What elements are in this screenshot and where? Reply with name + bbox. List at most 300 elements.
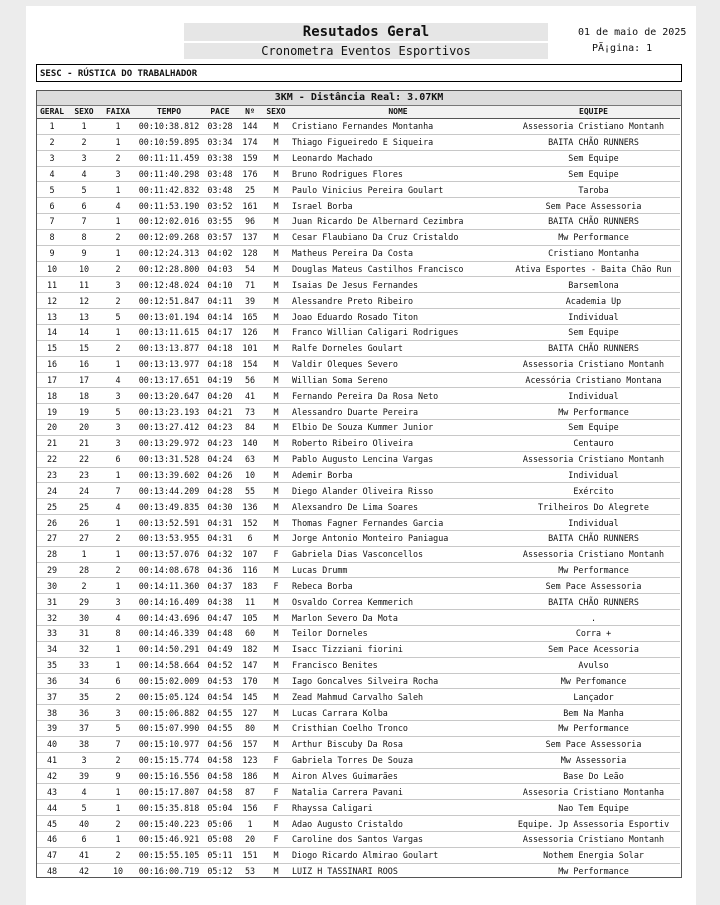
cell-sexo: M — [263, 182, 289, 198]
cell-sexo-rank: 16 — [67, 356, 101, 372]
cell-equipe: Mw Performance — [507, 721, 680, 737]
cell-faixa: 6 — [101, 451, 135, 467]
table-row — [37, 515, 680, 531]
cell-faixa: 2 — [101, 752, 135, 768]
cell-tempo: 00:12:24.313 — [135, 245, 203, 261]
table-row — [37, 293, 680, 309]
cell-faixa: 1 — [101, 578, 135, 594]
cell-faixa: 4 — [101, 499, 135, 515]
cell-sexo: M — [263, 309, 289, 325]
cell-equipe: Acessória Cristiano Montana — [507, 372, 680, 388]
cell-tempo: 00:11:53.190 — [135, 198, 203, 214]
cell-nome: Cristiano Fernandes Montanha — [289, 119, 507, 135]
table-row — [37, 420, 680, 436]
cell-nome: Arthur Biscuby Da Rosa — [289, 736, 507, 752]
cell-pace: 05:12 — [203, 863, 237, 878]
cell-equipe: Mw Performance — [507, 863, 680, 878]
table-row — [37, 768, 680, 784]
cell-pace: 04:58 — [203, 752, 237, 768]
cell-numero: 63 — [237, 451, 263, 467]
cell-numero: 101 — [237, 340, 263, 356]
table-row — [37, 324, 680, 340]
cell-nome: Roberto Ribeiro Oliveira — [289, 435, 507, 451]
table-row — [37, 800, 680, 816]
cell-sexo-rank: 2 — [67, 134, 101, 150]
cell-nome: Adao Augusto Cristaldo — [289, 816, 507, 832]
table-row — [37, 245, 680, 261]
cell-numero: 157 — [237, 736, 263, 752]
cell-pace: 04:31 — [203, 530, 237, 546]
cell-equipe: Assessoria Cristiano Montanh — [507, 451, 680, 467]
cell-equipe: Barsemlona — [507, 277, 680, 293]
table-row — [37, 134, 680, 150]
cell-nome: Gabriela Dias Vasconcellos — [289, 546, 507, 562]
cell-geral: 10 — [37, 261, 67, 277]
cell-pace: 04:10 — [203, 277, 237, 293]
cell-pace: 04:23 — [203, 435, 237, 451]
cell-tempo: 00:13:11.615 — [135, 324, 203, 340]
cell-sexo-rank: 21 — [67, 435, 101, 451]
cell-equipe: BAITA CHÃO RUNNERS — [507, 594, 680, 610]
cell-tempo: 00:13:13.877 — [135, 340, 203, 356]
cell-sexo: M — [263, 562, 289, 578]
cell-sexo-rank: 4 — [67, 166, 101, 182]
table-row — [37, 530, 680, 546]
cell-geral: 17 — [37, 372, 67, 388]
cell-numero: 183 — [237, 578, 263, 594]
cell-pace: 03:34 — [203, 134, 237, 150]
cell-geral: 27 — [37, 530, 67, 546]
cell-pace: 04:47 — [203, 610, 237, 626]
cell-sexo-rank: 37 — [67, 721, 101, 737]
cell-sexo-rank: 35 — [67, 689, 101, 705]
cell-geral: 48 — [37, 863, 67, 878]
cell-nome: Alessandre Preto Ribeiro — [289, 293, 507, 309]
cell-sexo: M — [263, 229, 289, 245]
cell-geral: 40 — [37, 736, 67, 752]
cell-numero: 170 — [237, 673, 263, 689]
table-row — [37, 166, 680, 182]
cell-equipe: Sem Equipe — [507, 420, 680, 436]
cell-nome: Douglas Mateus Castilhos Francisco — [289, 261, 507, 277]
cell-geral: 24 — [37, 483, 67, 499]
cell-faixa: 9 — [101, 768, 135, 784]
cell-sexo: M — [263, 721, 289, 737]
cell-tempo: 00:16:00.719 — [135, 863, 203, 878]
cell-tempo: 00:15:35.818 — [135, 800, 203, 816]
cell-geral: 37 — [37, 689, 67, 705]
table-row — [37, 435, 680, 451]
cell-equipe: Mw Performance — [507, 229, 680, 245]
cell-geral: 29 — [37, 562, 67, 578]
cell-sexo-rank: 12 — [67, 293, 101, 309]
cell-pace: 04:23 — [203, 420, 237, 436]
cell-faixa: 5 — [101, 404, 135, 420]
cell-nome: Teilor Dorneles — [289, 626, 507, 642]
cell-tempo: 00:15:07.990 — [135, 721, 203, 737]
cell-geral: 13 — [37, 309, 67, 325]
cell-geral: 3 — [37, 150, 67, 166]
cell-tempo: 00:15:02.009 — [135, 673, 203, 689]
cell-faixa: 2 — [101, 293, 135, 309]
cell-geral: 42 — [37, 768, 67, 784]
cell-pace: 04:58 — [203, 784, 237, 800]
cell-pace: 04:37 — [203, 578, 237, 594]
cell-geral: 34 — [37, 641, 67, 657]
cell-sexo: M — [263, 245, 289, 261]
cell-pace: 03:48 — [203, 182, 237, 198]
table-row — [37, 214, 680, 230]
cell-sexo-rank: 2 — [67, 578, 101, 594]
cell-nome: Thomas Fagner Fernandes Garcia — [289, 515, 507, 531]
cell-tempo: 00:10:38.812 — [135, 119, 203, 135]
cell-numero: 156 — [237, 800, 263, 816]
cell-pace: 04:48 — [203, 626, 237, 642]
cell-pace: 04:18 — [203, 356, 237, 372]
cell-nome: Matheus Pereira Da Costa — [289, 245, 507, 261]
cell-pace: 03:55 — [203, 214, 237, 230]
cell-equipe: BAITA CHÃO RUNNERS — [507, 530, 680, 546]
cell-pace: 04:56 — [203, 736, 237, 752]
cell-nome: Juan Ricardo De Albernard Cezimbra — [289, 214, 507, 230]
cell-pace: 05:06 — [203, 816, 237, 832]
col-sexo: SEXO — [263, 106, 289, 119]
cell-sexo: M — [263, 356, 289, 372]
table-row — [37, 451, 680, 467]
cell-geral: 33 — [37, 626, 67, 642]
cell-equipe: Sem Pace Assessoria — [507, 198, 680, 214]
cell-nome: Willian Soma Sereno — [289, 372, 507, 388]
cell-sexo: M — [263, 515, 289, 531]
cell-tempo: 00:14:16.409 — [135, 594, 203, 610]
cell-pace: 03:52 — [203, 198, 237, 214]
cell-sexo-rank: 41 — [67, 847, 101, 863]
col-pace: PACE — [203, 106, 237, 119]
cell-sexo: M — [263, 166, 289, 182]
cell-numero: 55 — [237, 483, 263, 499]
cell-geral: 23 — [37, 467, 67, 483]
cell-equipe: Corra + — [507, 626, 680, 642]
cell-pace: 04:53 — [203, 673, 237, 689]
cell-numero: 84 — [237, 420, 263, 436]
cell-numero: 71 — [237, 277, 263, 293]
table-row — [37, 831, 680, 847]
cell-faixa: 1 — [101, 546, 135, 562]
cell-sexo-rank: 3 — [67, 150, 101, 166]
cell-sexo: F — [263, 546, 289, 562]
cell-sexo-rank: 3 — [67, 752, 101, 768]
cell-sexo-rank: 42 — [67, 863, 101, 878]
page-number: PÃ¡gina: 1 — [592, 43, 653, 54]
cell-tempo: 00:15:15.774 — [135, 752, 203, 768]
cell-numero: 137 — [237, 229, 263, 245]
cell-sexo: M — [263, 467, 289, 483]
cell-nome: Zead Mahmud Carvalho Saleh — [289, 689, 507, 705]
cell-nome: Ralfe Dorneles Goulart — [289, 340, 507, 356]
cell-geral: 44 — [37, 800, 67, 816]
table-row — [37, 467, 680, 483]
cell-pace: 04:28 — [203, 483, 237, 499]
event-name: SESC - RÚSTICA DO TRABALHADOR — [36, 64, 682, 82]
report-date: 01 de maio de 2025 — [578, 27, 687, 38]
cell-faixa: 3 — [101, 166, 135, 182]
cell-sexo-rank: 28 — [67, 562, 101, 578]
cell-numero: 186 — [237, 768, 263, 784]
cell-sexo-rank: 4 — [67, 784, 101, 800]
cell-tempo: 00:15:46.921 — [135, 831, 203, 847]
table-row — [37, 847, 680, 863]
cell-tempo: 00:12:02.016 — [135, 214, 203, 230]
cell-sexo: M — [263, 610, 289, 626]
cell-sexo-rank: 20 — [67, 420, 101, 436]
table-row — [37, 721, 680, 737]
cell-geral: 1 — [37, 119, 67, 135]
cell-tempo: 00:14:08.678 — [135, 562, 203, 578]
cell-numero: 107 — [237, 546, 263, 562]
cell-equipe: Mw Perfomance — [507, 673, 680, 689]
cell-pace: 04:38 — [203, 594, 237, 610]
table-row — [37, 388, 680, 404]
col-nome: NOME — [289, 106, 507, 119]
cell-equipe: Individual — [507, 309, 680, 325]
cell-pace: 05:08 — [203, 831, 237, 847]
cell-nome: Iago Goncalves Silveira Rocha — [289, 673, 507, 689]
cell-sexo: M — [263, 626, 289, 642]
cell-tempo: 00:13:17.651 — [135, 372, 203, 388]
cell-nome: Alexsandro De Lima Soares — [289, 499, 507, 515]
table-row — [37, 229, 680, 245]
cell-numero: 56 — [237, 372, 263, 388]
table-row — [37, 784, 680, 800]
cell-sexo: M — [263, 847, 289, 863]
table-row — [37, 736, 680, 752]
cell-sexo: M — [263, 150, 289, 166]
cell-equipe: Nao Tem Equipe — [507, 800, 680, 816]
cell-equipe: BAITA CHÃO RUNNERS — [507, 134, 680, 150]
cell-sexo-rank: 30 — [67, 610, 101, 626]
cell-nome: Osvaldo Correa Kemmerich — [289, 594, 507, 610]
cell-nome: Diogo Ricardo Almirao Goulart — [289, 847, 507, 863]
cell-equipe: Trilheiros Do Alegrete — [507, 499, 680, 515]
col-numero: Nº — [237, 106, 263, 119]
cell-equipe: Assesoria Cristiano Montanha — [507, 784, 680, 800]
cell-sexo-rank: 13 — [67, 309, 101, 325]
cell-nome: Valdir Oleques Severo — [289, 356, 507, 372]
cell-pace: 04:26 — [203, 467, 237, 483]
cell-pace: 05:04 — [203, 800, 237, 816]
cell-sexo: M — [263, 499, 289, 515]
cell-sexo: M — [263, 420, 289, 436]
cell-faixa: 3 — [101, 435, 135, 451]
cell-sexo-rank: 27 — [67, 530, 101, 546]
cell-nome: Fernando Pereira Da Rosa Neto — [289, 388, 507, 404]
table-row — [37, 261, 680, 277]
cell-equipe: Sem Equipe — [507, 324, 680, 340]
cell-faixa: 1 — [101, 800, 135, 816]
cell-nome: Isaias De Jesus Fernandes — [289, 277, 507, 293]
table-row — [37, 705, 680, 721]
cell-faixa: 2 — [101, 340, 135, 356]
cell-numero: 54 — [237, 261, 263, 277]
cell-numero: 25 — [237, 182, 263, 198]
cell-numero: 152 — [237, 515, 263, 531]
cell-faixa: 8 — [101, 626, 135, 642]
cell-geral: 4 — [37, 166, 67, 182]
table-row — [37, 641, 680, 657]
cell-faixa: 3 — [101, 388, 135, 404]
cell-equipe: Sem Equipe — [507, 166, 680, 182]
cell-geral: 26 — [37, 515, 67, 531]
cell-pace: 04:21 — [203, 404, 237, 420]
cell-tempo: 00:15:40.223 — [135, 816, 203, 832]
cell-sexo-rank: 15 — [67, 340, 101, 356]
cell-sexo-rank: 22 — [67, 451, 101, 467]
cell-tempo: 00:12:48.024 — [135, 277, 203, 293]
cell-geral: 46 — [37, 831, 67, 847]
cell-sexo-rank: 26 — [67, 515, 101, 531]
cell-tempo: 00:15:55.105 — [135, 847, 203, 863]
cell-tempo: 00:15:17.807 — [135, 784, 203, 800]
cell-pace: 04:30 — [203, 499, 237, 515]
cell-nome: Francisco Benites — [289, 657, 507, 673]
cell-pace: 04:03 — [203, 261, 237, 277]
cell-numero: 60 — [237, 626, 263, 642]
table-row — [37, 657, 680, 673]
cell-sexo: M — [263, 816, 289, 832]
cell-pace: 04:18 — [203, 340, 237, 356]
cell-geral: 32 — [37, 610, 67, 626]
cell-numero: 41 — [237, 388, 263, 404]
cell-equipe: BAITA CHÃO RUNNERS — [507, 214, 680, 230]
cell-faixa: 1 — [101, 214, 135, 230]
cell-numero: 144 — [237, 119, 263, 135]
cell-sexo-rank: 9 — [67, 245, 101, 261]
cell-faixa: 7 — [101, 483, 135, 499]
table-row — [37, 594, 680, 610]
cell-faixa: 7 — [101, 736, 135, 752]
table-row — [37, 150, 680, 166]
cell-nome: Cesar Flaubiano Da Cruz Cristaldo — [289, 229, 507, 245]
cell-faixa: 2 — [101, 150, 135, 166]
cell-sexo-rank: 18 — [67, 388, 101, 404]
cell-sexo-rank: 39 — [67, 768, 101, 784]
cell-geral: 35 — [37, 657, 67, 673]
cell-equipe: Base Do Leão — [507, 768, 680, 784]
cell-equipe: Assessoria Cristiano Montanh — [507, 119, 680, 135]
cell-nome: Franco Willian Caligari Rodrigues — [289, 324, 507, 340]
cell-numero: 140 — [237, 435, 263, 451]
cell-pace: 04:02 — [203, 245, 237, 261]
cell-sexo: M — [263, 372, 289, 388]
cell-nome: Gabriela Torres De Souza — [289, 752, 507, 768]
cell-sexo: M — [263, 705, 289, 721]
table-row — [37, 816, 680, 832]
cell-tempo: 00:13:52.591 — [135, 515, 203, 531]
cell-geral: 9 — [37, 245, 67, 261]
cell-sexo: M — [263, 404, 289, 420]
cell-tempo: 00:12:28.800 — [135, 261, 203, 277]
cell-faixa: 10 — [101, 863, 135, 878]
col-sexo-rank: SEXO — [67, 106, 101, 119]
cell-tempo: 00:14:46.339 — [135, 626, 203, 642]
cell-equipe: Sem Pace Acessoria — [507, 641, 680, 657]
cell-nome: Isacc Tizziani fiorini — [289, 641, 507, 657]
cell-equipe: Individual — [507, 515, 680, 531]
cell-nome: Elbio De Souza Kummer Junior — [289, 420, 507, 436]
cell-numero: 80 — [237, 721, 263, 737]
cell-geral: 25 — [37, 499, 67, 515]
cell-equipe: Taroba — [507, 182, 680, 198]
col-geral: GERAL — [37, 106, 67, 119]
table-row — [37, 309, 680, 325]
cell-sexo-rank: 31 — [67, 626, 101, 642]
cell-tempo: 00:14:43.696 — [135, 610, 203, 626]
cell-numero: 161 — [237, 198, 263, 214]
cell-sexo-rank: 40 — [67, 816, 101, 832]
cell-pace: 05:11 — [203, 847, 237, 863]
cell-tempo: 00:13:53.955 — [135, 530, 203, 546]
cell-numero: 10 — [237, 467, 263, 483]
cell-sexo-rank: 24 — [67, 483, 101, 499]
cell-numero: 165 — [237, 309, 263, 325]
cell-numero: 126 — [237, 324, 263, 340]
cell-numero: 176 — [237, 166, 263, 182]
cell-geral: 14 — [37, 324, 67, 340]
cell-sexo: M — [263, 657, 289, 673]
cell-nome: Ademir Borba — [289, 467, 507, 483]
cell-sexo-rank: 1 — [67, 546, 101, 562]
cell-tempo: 00:11:42.832 — [135, 182, 203, 198]
report-title: Resutados Geral — [184, 23, 548, 41]
cell-sexo: M — [263, 594, 289, 610]
cell-numero: 128 — [237, 245, 263, 261]
cell-tempo: 00:10:59.895 — [135, 134, 203, 150]
table-row — [37, 610, 680, 626]
table-row — [37, 546, 680, 562]
cell-faixa: 2 — [101, 229, 135, 245]
cell-tempo: 00:13:39.602 — [135, 467, 203, 483]
cell-faixa: 1 — [101, 467, 135, 483]
cell-faixa: 4 — [101, 372, 135, 388]
cell-geral: 41 — [37, 752, 67, 768]
cell-nome: Caroline dos Santos Vargas — [289, 831, 507, 847]
cell-equipe: Assessoria Cristiano Montanh — [507, 831, 680, 847]
cell-geral: 38 — [37, 705, 67, 721]
cell-faixa: 4 — [101, 198, 135, 214]
results-page — [26, 6, 696, 905]
cell-faixa: 1 — [101, 657, 135, 673]
cell-equipe: Assessoria Cristiano Montanh — [507, 546, 680, 562]
results-table — [37, 106, 680, 878]
cell-tempo: 00:13:49.835 — [135, 499, 203, 515]
cell-faixa: 2 — [101, 562, 135, 578]
cell-sexo: F — [263, 578, 289, 594]
table-row — [37, 752, 680, 768]
cell-numero: 1 — [237, 816, 263, 832]
cell-sexo-rank: 6 — [67, 831, 101, 847]
cell-sexo-rank: 11 — [67, 277, 101, 293]
cell-numero: 123 — [237, 752, 263, 768]
cell-sexo-rank: 36 — [67, 705, 101, 721]
cell-equipe: Individual — [507, 467, 680, 483]
cell-nome: Bruno Rodrigues Flores — [289, 166, 507, 182]
cell-equipe: Bem Na Manha — [507, 705, 680, 721]
cell-geral: 43 — [37, 784, 67, 800]
cell-faixa: 6 — [101, 673, 135, 689]
table-row — [37, 340, 680, 356]
cell-equipe: BAITA CHÃO RUNNERS — [507, 340, 680, 356]
header-row — [37, 106, 680, 119]
